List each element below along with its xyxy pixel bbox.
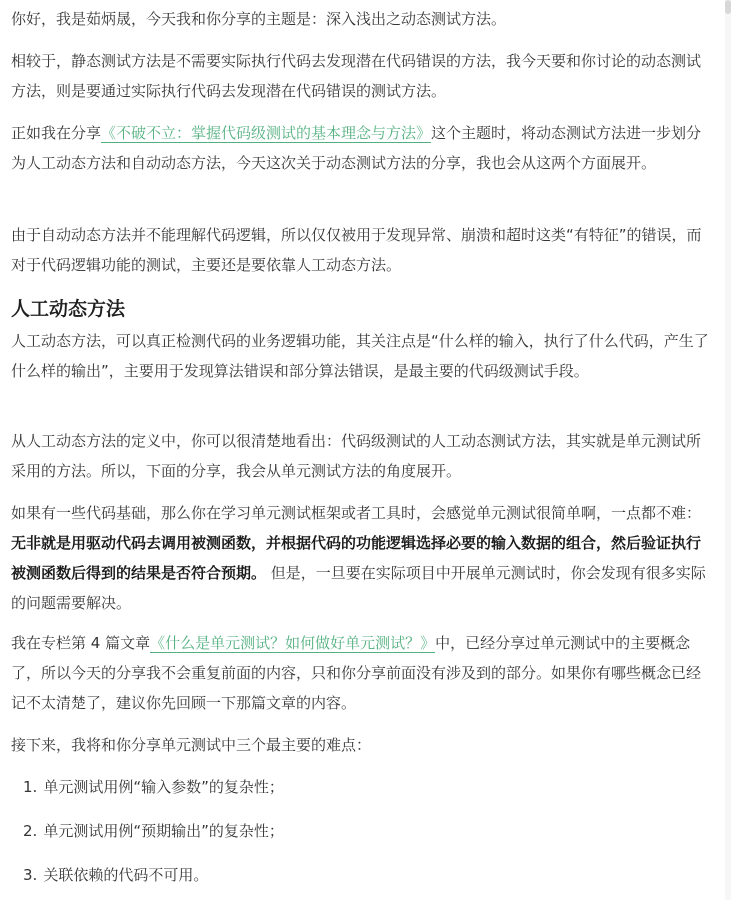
reference-paragraph (11, 118, 711, 178)
unit-test-difficulty-paragraph (11, 498, 711, 618)
list-item (23, 860, 703, 890)
list-item-text: 单元测试用例“输入参数”的复杂性； (43, 778, 284, 796)
list-item (23, 816, 703, 846)
list-item-text: 关联依赖的代码不可用。 (43, 866, 209, 884)
difficulty-text-before: 如果有一些代码基础，那么你在学习单元测试框架或者工具时，会感觉单元测试很简单啊，一点都不难： (11, 504, 702, 522)
section-heading-manual-dynamic: 人工动态方法 (11, 298, 126, 320)
emphasis-text: 无非就是用驱动代码去调用被测函数，并根据代码的功能逻辑选择必要的输入数据的组合，然后验证执行被测函数后得到的结果是否符合预期。 (11, 534, 702, 582)
list-item-text: 单元测试用例“预期输出”的复杂性； (43, 822, 284, 840)
previous-article-paragraph (11, 628, 711, 718)
list-item (23, 772, 703, 802)
scrollbar-thumb[interactable] (725, 0, 731, 14)
static-vs-dynamic-paragraph: 相较于，静态测试方法是不需要实际执行代码去发现潜在代码错误的方法，我今天要和你讨论的动态测试方法，则是要通过实际执行代码去发现潜在代码错误的测试方法。 (11, 52, 702, 100)
reference-text-after: 这个主题时，将动态测试方法进一步划分为人工动态方法和自动动态方法，今天这次关于动态测试方法的分享，我也会从这两个方面展开。 (11, 124, 702, 172)
unit-test-relation-paragraph: 从人工动态方法的定义中，你可以很清楚地看出：代码级测试的人工动态测试方法，其实就是单元测试所采用的方法。所以，下面的分享，我会从单元测试方法的角度展开。 (11, 432, 702, 480)
list-item-number: 2. (23, 822, 38, 840)
auto-dynamic-paragraph: 由于自动动态方法并不能理解代码逻辑，所以仅仅被用于发现异常、崩溃和超时这类“有特征”的错误，而对于代码逻辑功能的测试，主要还是要依靠人工动态方法。 (11, 226, 702, 274)
scrollbar-track[interactable] (725, 0, 731, 900)
previous-text-before: 我在专栏第 4 篇文章 (11, 634, 151, 652)
article-link-what-is-unit-test[interactable]: 《什么是单元测试？如何做好单元测试？》 (150, 634, 436, 652)
previous-text-after: 中，已经分享过单元测试中的主要概念了，所以今天的分享我不会重复前面的内容，只和你分享前面没有涉及到的部分。如果你有哪些概念已经记不太清楚了，建议你先回顾一下那篇文章的内容。 (11, 634, 702, 712)
article-link-code-level-testing[interactable]: 《不破不立：掌握代码级测试的基本理念与方法》 (101, 124, 432, 142)
list-item-number: 3. (23, 866, 38, 884)
difficulty-text-after: 但是，一旦要在实际项目中开展单元测试时，你会发现有很多实际的问题需要解决。 (11, 564, 706, 612)
intro-paragraph: 你好，我是茹炳晟，今天我和你分享的主题是：深入浅出之动态测试方法。 (11, 10, 507, 28)
list-item-number: 1. (23, 778, 38, 796)
manual-dynamic-definition-paragraph: 人工动态方法，可以真正检测代码的业务逻辑功能，其关注点是“什么样的输入，执行了什么代码，产生了什么样的输出”，主要用于发现算法错误和部分算法错误，是最主要的代码级测试手段。 (11, 332, 709, 380)
difficulties-intro-paragraph: 接下来，我将和你分享单元测试中三个最主要的难点： (11, 736, 372, 754)
reference-text-before: 正如我在分享 (11, 124, 102, 142)
